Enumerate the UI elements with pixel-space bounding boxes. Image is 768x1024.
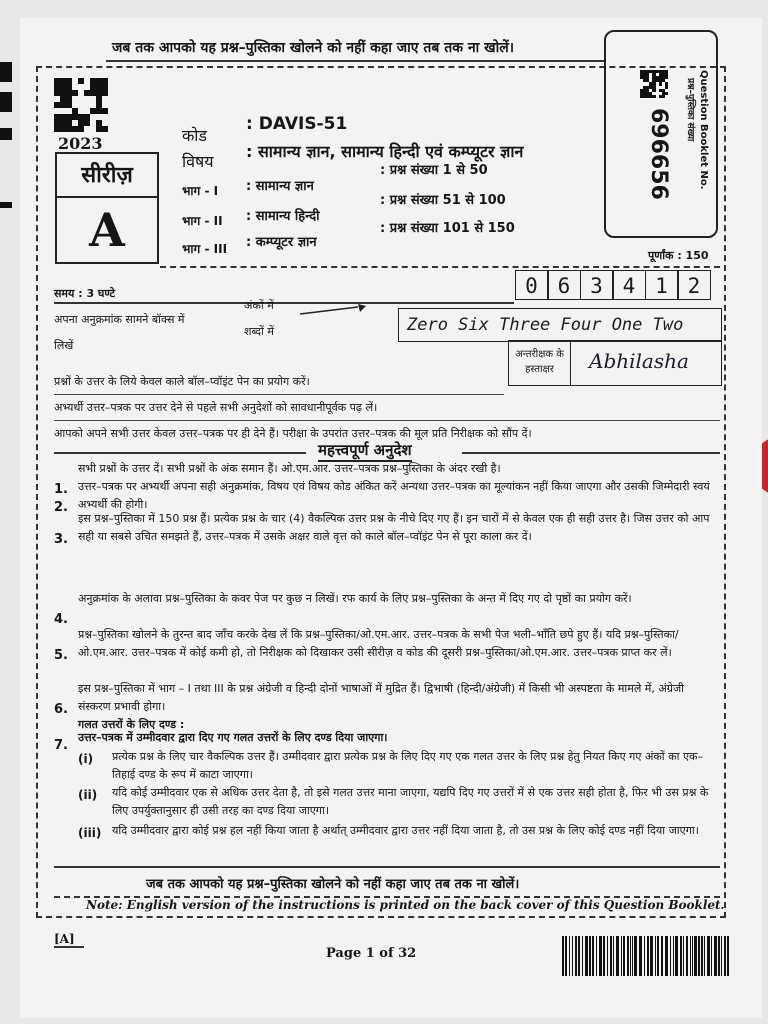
header-bottom-warning: जब तक आपको यह प्रश्न–पुस्तिका खोलने को नहीं कहा जाए तब तक ना खोलें। (146, 877, 520, 892)
in-words-label: शब्दों में (244, 325, 274, 338)
instruction-text: अनुक्रमांक के अलावा प्रश्न–पुस्तिका के कवर पेज पर कुछ न लिखें। रफ कार्य के लिए प्रश्न–पुस्तिका के अन्त में दिए गए दो पृष्ठों का प्रयोग करें। (78, 592, 632, 605)
subject-value: : सामान्य ज्ञान, सामान्य हिन्दी एवं कम्प्यूटर ज्ञान (246, 142, 524, 161)
penalty-number: (iii) (78, 826, 102, 840)
page-number: Page 1 of 32 (326, 946, 417, 961)
instruction-text: सभी प्रश्नों के उत्तर दें। सभी प्रश्नों के अंक समान हैं। ओ.एम.आर. उत्तर–पत्रक प्रश्न–पुस्तिका के अंदर रखी है। (78, 462, 501, 475)
roll-digit-cell[interactable]: 2 (677, 270, 711, 300)
instruction-number: 3. (54, 532, 68, 547)
part-3-range: : प्रश्न संख्या 101 से 150 (380, 221, 515, 236)
qr-code-icon (54, 78, 108, 132)
code-label: कोड (182, 126, 207, 145)
instruction-number: 7. (54, 738, 68, 753)
instruction-text: प्रश्न–पुस्तिका खोलने के तुरन्त बाद जाँच करके देख लें कि प्रश्न–पुस्तिका/ओ.एम.आर. उत्तर–पत्रक के सभी पेज भली–भाँति छपे हुए हैं। यदि प्रश्न–पुस्तिका/ओ.एम.आर. उत्तर–पत्रक में कोई कमी हो, तो निरीक्षक को दिखाकर उसी सीरीज़ व कोड की दूसरी प्रश्न–पुस्तिका/ओ.एम.आर. उत्तर–पत्रक प्राप्त कर लें। (78, 628, 679, 659)
footer-series: [A] (54, 932, 75, 946)
booklet-number: 696656 (646, 108, 671, 200)
invigilator-sig-label: अन्तरीक्षक के हस्ताक्षर (509, 341, 571, 385)
instruction-number: 6. (54, 702, 68, 717)
instruction-text: इस प्रश्न–पुस्तिका में भाग – I तथा III के प्रश्न अंग्रेजी व हिन्दी दोनों भाषाओं में मुद्रित हैं। द्विभाषी (हिन्दी/अंग्रेजी) में किसी भी अस्पष्टता के मामले में, अंग्रेजी संस्करण प्रभावी होगा। (78, 682, 684, 713)
part-3-name: : कम्प्यूटर ज्ञान (246, 235, 317, 250)
instruction-text: इस प्रश्न–पुस्तिका में 150 प्रश्न हैं। प्रत्येक प्रश्न के चार (4) वैकल्पिक उत्तर प्रश्न के नीचे दिए गए हैं। इन चारों में से केवल एक ही सही उत्तर है। जिस उत्तर को आप सही या सबसे उचित समझते हैं, उत्तर–पत्रक में उसके अक्षर वाले वृत्त को काले बॉल–प्वॉइंट पेन से पूरा काला कर दें। (78, 512, 710, 543)
penalty-number: (i) (78, 752, 94, 766)
roll-digit-cell[interactable]: 3 (580, 270, 614, 300)
year: 2023 (58, 134, 103, 153)
english-note: Note: English version of the instructions is printed on the back cover of this Question Booklet. (86, 898, 725, 912)
max-marks: पूर्णांक : 150 (648, 249, 709, 262)
intro-line-1: प्रश्नों के उत्तर के लिये केवल काले बॉल–प्वॉइंट पेन का प्रयोग करें। (54, 375, 310, 388)
arrow-right-icon (300, 304, 366, 318)
series-box (55, 152, 159, 264)
scan-mark (0, 92, 12, 112)
scan-mark (0, 202, 12, 208)
roll-instruction: अपना अनुक्रमांक सामने बॉक्स में (54, 313, 185, 326)
part-3-label: भाग - III (182, 242, 228, 256)
penalty-text: यदि उम्मीदवार द्वारा कोई प्रश्न हल नहीं किया जाता है अर्थात् उम्मीदवार द्वारा उत्तर नहीं दिया जाता है, तो उस प्रश्न के लिए कोई दण्ड नहीं दिया जाएगा। (112, 824, 699, 837)
booklet-label-en: Question Booklet No. (698, 70, 709, 190)
part-1-range: : प्रश्न संख्या 1 से 50 (380, 163, 488, 178)
part-2-name: : सामान्य हिन्दी (246, 209, 320, 224)
instructions-title: महत्त्वपूर्ण अनुदेश (318, 440, 412, 462)
instruction-text: गलत उत्तरों के लिए दण्ड : (78, 718, 185, 731)
barcode-icon (562, 936, 732, 980)
booklet-label-hi: प्रश्न–पुस्तिका संख्या (685, 78, 695, 142)
in-digits-label: अंकों में (244, 299, 274, 312)
code-value: : DAVIS-51 (246, 114, 348, 134)
penalty-heading: उत्तर–पत्रक में उम्मीदवार द्वारा दिए गए गलत उत्तरों के लिए दण्ड दिया जाएगा। (78, 731, 388, 744)
instruction-text: उत्तर–पत्रक पर अभ्यर्थी अपना सही अनुक्रमांक, विषय एवं विषय कोड अंकित करें अन्यथा उत्तर–पत्रक का मूल्यांकन नहीं किया जाएगा और उसकी जिम्मेदारी स्वयं अभ्यर्थी की होगी। (78, 480, 710, 511)
roll-number-words[interactable]: Zero Six Three Four One Two (398, 308, 722, 342)
scan-mark (0, 128, 12, 140)
instruction-number: 2. (54, 500, 68, 515)
roll-digit-cell[interactable]: 0 (515, 270, 549, 300)
part-2-range: : प्रश्न संख्या 51 से 100 (380, 193, 506, 208)
instruction-number: 1. (54, 482, 68, 497)
roll-digit-cell[interactable]: 4 (612, 270, 646, 300)
qr-code-icon (640, 70, 668, 98)
header-top-warning: जब तक आपको यह प्रश्न–पुस्तिका खोलने को नहीं कहा जाए तब तक ना खोलें। (112, 40, 515, 56)
scan-mark (0, 62, 12, 82)
roll-instruction-2: लिखें (54, 339, 74, 352)
series-label: सीरीज़ (57, 154, 157, 198)
part-1-label: भाग - I (182, 184, 219, 198)
intro-line-3: आपको अपने सभी उत्तर केवल उत्तर–पत्रक पर ही देने हैं। परीक्षा के उपरांत उत्तर–पत्रक की मूल प्रति निरीक्षक को सौंप दें। (54, 427, 532, 440)
roll-digit-cell[interactable]: 6 (547, 270, 581, 300)
penalty-number: (ii) (78, 788, 98, 802)
penalty-text: प्रत्येक प्रश्न के लिए चार वैकल्पिक उत्तर हैं। उम्मीदवार द्वारा प्रत्येक प्रश्न के लिए दिए गए एक गलत उत्तर के लिए प्रश्न हेतु नियत किए गए अंकों का एक–तिहाई दण्ड के रूप में काटा जाएगा। (112, 750, 703, 781)
invigilator-signature: Abhilasha (589, 349, 689, 373)
time: समय : 3 घण्टे (54, 287, 116, 300)
invigilator-signature-box (508, 340, 722, 386)
instruction-number: 5. (54, 648, 68, 663)
roll-number-digits[interactable] (516, 270, 711, 300)
series-value: A (89, 203, 125, 257)
penalty-text: यदि कोई उम्मीदवार एक से अधिक उत्तर देता है, तो इसे गलत उत्तर माना जाएगा, यद्यपि दिए गए उत्तरों में से एक उत्तर सही होता है, फिर भी उस प्रश्न के लिए उपर्युक्तानुसार ही उसी तरह का दण्ड दिया जाएगा। (112, 786, 709, 817)
part-1-name: : सामान्य ज्ञान (246, 179, 314, 194)
subject-label: विषय (182, 152, 214, 171)
roll-digit-cell[interactable]: 1 (645, 270, 679, 300)
part-2-label: भाग - II (182, 214, 223, 228)
instruction-number: 4. (54, 612, 68, 627)
intro-line-2: अभ्यर्थी उत्तर–पत्रक पर उत्तर देने से पहले सभी अनुदेशों को सावधानीपूर्वक पढ़ लें। (54, 401, 378, 414)
